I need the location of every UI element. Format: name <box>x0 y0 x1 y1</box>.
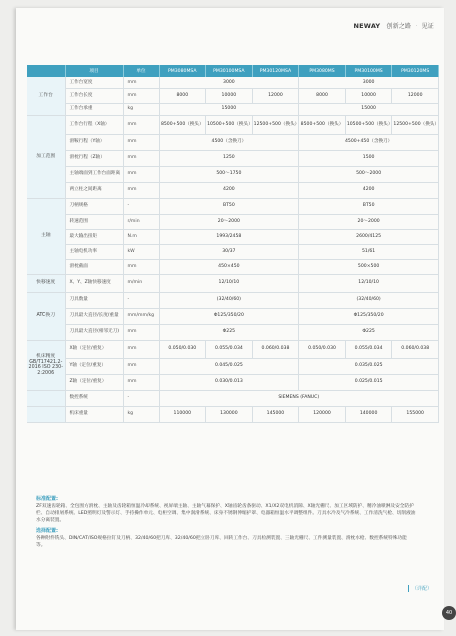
row-value: 4200 <box>299 182 439 198</box>
row-value: 0.030/0.013 <box>159 374 299 390</box>
row-unit: kg <box>123 406 159 422</box>
table-row <box>27 166 439 182</box>
table-row <box>27 374 439 390</box>
table-row <box>27 198 439 214</box>
row-value: Φ125/350/20 <box>299 308 439 324</box>
row-item-label: 刀具最大直径(相邻无刀) <box>65 324 123 340</box>
row-item-label: 工作台承重 <box>65 103 123 115</box>
row-value: 1500 <box>299 150 439 166</box>
row-value: 500～2000 <box>299 166 439 182</box>
row-value: 51/61 <box>299 244 439 259</box>
row-item-label: 机床重量 <box>65 406 123 422</box>
row-value: 8500+500（换头） <box>159 115 206 134</box>
row-value: 8500+500（换头） <box>299 115 346 134</box>
table-row <box>27 340 439 358</box>
row-value: 12500+500（换头） <box>392 115 439 134</box>
row-item-label: 两立柱之间距离 <box>65 182 123 198</box>
header-unit: 单位 <box>123 65 159 77</box>
brand-logo: NEWAY <box>353 22 381 30</box>
row-unit: r/min <box>123 214 159 229</box>
optional-config-text: 各种附件铣头、DIN/CAT/ISO规格拉钉及刀柄、32/40/60把刀库、32/40/60把立卧刀库、回转工作台、刀具检测装置、三轴光栅尺、工件测量装置、滑枕水枪、数控系统特殊功能等。 <box>36 536 407 548</box>
row-value: Φ225 <box>299 324 439 340</box>
table-row <box>27 182 439 198</box>
row-item-label: 主轴电机功率 <box>65 244 123 259</box>
row-unit: mm <box>123 134 159 150</box>
row-value: 12500+500（换头） <box>252 115 299 134</box>
row-value: 12/10/10 <box>159 274 299 292</box>
header-model: PM30120MS <box>392 65 439 77</box>
row-group-label: 机床精度 GB/T17421.2-2016 ISO 230-2:2006 <box>27 340 65 390</box>
row-item-label: 转速范围 <box>65 214 123 229</box>
row-unit: mm <box>123 115 159 134</box>
row-value: 20～2000 <box>159 214 299 229</box>
row-value: 4500（含换刀） <box>159 134 299 150</box>
row-item-label: Y轴（定位/重复） <box>65 358 123 374</box>
row-value: 4200 <box>159 182 299 198</box>
row-group-label: ATC换刀 <box>27 292 65 340</box>
row-value: 12000 <box>252 88 299 103</box>
page-header <box>353 21 434 30</box>
table-row <box>27 103 439 115</box>
row-value: 30/37 <box>159 244 299 259</box>
row-value: 140000 <box>345 406 392 422</box>
row-unit: N.m <box>123 229 159 244</box>
row-value: 0.055/0.034 <box>206 340 253 358</box>
row-group-label: 主轴 <box>27 198 65 274</box>
row-value: 0.055/0.034 <box>345 340 392 358</box>
header-model: PM3080MS <box>299 65 346 77</box>
header-tagline: 创新之路 <box>386 23 412 30</box>
row-value: 20～2000 <box>299 214 439 229</box>
row-item-label: 工作台行程（X轴） <box>65 115 123 134</box>
spec-table-body <box>27 77 439 422</box>
row-unit: kW <box>123 244 159 259</box>
row-item-label: 工作台长度 <box>65 88 123 103</box>
header-separator: · <box>415 23 418 30</box>
table-row <box>27 324 439 340</box>
row-group-label <box>27 406 65 422</box>
spec-table-header <box>27 65 439 77</box>
row-value: 110000 <box>159 406 206 422</box>
table-row <box>27 88 439 103</box>
standard-config-title: 标准配置: <box>36 496 58 502</box>
row-value: 8000 <box>299 88 346 103</box>
row-value: 1993/2458 <box>159 229 299 244</box>
row-value: 0.045/0.025 <box>159 358 299 374</box>
row-item-label: X、Y、Z轴快移速度 <box>65 274 123 292</box>
row-value: 15000 <box>159 103 299 115</box>
page-stamp: （详配） <box>408 585 432 592</box>
row-unit: mm <box>123 88 159 103</box>
row-value: Φ125/350/20 <box>159 308 299 324</box>
row-value: 4500+450（含换刀） <box>299 134 439 150</box>
row-value: 3000 <box>159 77 299 88</box>
row-value: (32/40/60) <box>299 292 439 308</box>
standard-config-text: ZF双速齿轮箱、全包围方滑枕、主轴及齿轮箱恒温冷却系统、视屏端主轴、主轴气幕保护、X轴齿轮齿条驱动、X1/X2双电机消隙、X轴光栅尺、加工区域防护、精冷油喷淋及安全防护栏、自动排屑系统、LED照明灯及警示灯、手持操作单元、电柜空调、集中润滑系统、床身不锈钢伸缩护罩、电器箱恒温水平调整组件。刀具水冷及气冷系统、工作清洗气枪、切削液油水分离装置。 <box>36 504 416 523</box>
row-unit: mm <box>123 259 159 274</box>
row-value: 2600/4125 <box>299 229 439 244</box>
row-unit: mm <box>123 324 159 340</box>
row-unit: mm <box>123 340 159 358</box>
header-model: PM30100MS <box>345 65 392 77</box>
row-value: 120000 <box>299 406 346 422</box>
row-value: 0.050/0.030 <box>299 340 346 358</box>
table-row <box>27 390 439 406</box>
table-row <box>27 274 439 292</box>
row-unit: mm/mm/kg <box>123 308 159 324</box>
page-number: 40 <box>442 606 456 620</box>
row-unit: - <box>123 292 159 308</box>
row-item-label: 滑枕行程（Z轴） <box>65 150 123 166</box>
config-notes <box>36 492 416 549</box>
row-value: 155000 <box>392 406 439 422</box>
row-group-label: 加工范围 <box>27 115 65 198</box>
row-value: 450×450 <box>159 259 299 274</box>
row-item-label: 主轴端面到工作台面距离 <box>65 166 123 182</box>
table-row <box>27 134 439 150</box>
table-row <box>27 259 439 274</box>
header-item: 项目 <box>65 65 123 77</box>
row-unit: mm <box>123 77 159 88</box>
row-value: (32/40/60) <box>159 292 299 308</box>
table-row <box>27 150 439 166</box>
row-item-label: Z轴（定位/重复） <box>65 374 123 390</box>
row-value: 0.060/0.038 <box>252 340 299 358</box>
row-item-label: 刀具最大直径/长度/重量 <box>65 308 123 324</box>
row-value: 10000 <box>345 88 392 103</box>
row-unit: - <box>123 390 159 406</box>
header-model: PM30100MSA <box>206 65 253 77</box>
row-group-label: 快移速度 <box>27 274 65 292</box>
row-item-label: 刀具数量 <box>65 292 123 308</box>
row-item-label: 刀柄规格 <box>65 198 123 214</box>
row-unit: - <box>123 198 159 214</box>
row-unit: mm <box>123 182 159 198</box>
row-value: 0.035/0.025 <box>299 358 439 374</box>
table-row <box>27 358 439 374</box>
row-value: BT50 <box>159 198 299 214</box>
row-value: 0.060/0.038 <box>392 340 439 358</box>
row-value: 130000 <box>206 406 253 422</box>
table-row <box>27 406 439 422</box>
table-row <box>27 308 439 324</box>
row-value: 500～1750 <box>159 166 299 182</box>
header-model: PM3080MSA <box>159 65 206 77</box>
row-value: 8000 <box>159 88 206 103</box>
row-unit: mm <box>123 374 159 390</box>
table-row <box>27 229 439 244</box>
row-unit: mm <box>123 166 159 182</box>
row-item-label: X轴（定位/重复） <box>65 340 123 358</box>
spec-table <box>27 65 439 423</box>
row-value: SIEMENS (FANUC) <box>159 390 439 406</box>
table-row <box>27 214 439 229</box>
row-value: 0.050/0.030 <box>159 340 206 358</box>
row-item-label: 最大输出扭矩 <box>65 229 123 244</box>
row-value: 3000 <box>299 77 439 88</box>
row-item-label: 滑鞍行程（Y轴） <box>65 134 123 150</box>
row-value: 0.025/0.015 <box>299 374 439 390</box>
row-value: 12/10/10 <box>299 274 439 292</box>
row-unit: mm <box>123 150 159 166</box>
row-value: 500×500 <box>299 259 439 274</box>
header-model: PM30120MSA <box>252 65 299 77</box>
table-row <box>27 292 439 308</box>
header-tagline-2: 见证 <box>421 23 434 30</box>
row-item-label: 数控系统 <box>65 390 123 406</box>
row-value: BT50 <box>299 198 439 214</box>
row-value: 10500+500（换头） <box>345 115 392 134</box>
row-value: 12000 <box>392 88 439 103</box>
row-value: 15000 <box>299 103 439 115</box>
row-value: 10500+500（换头） <box>206 115 253 134</box>
row-group-label <box>27 390 65 406</box>
row-item-label: 工作台宽度 <box>65 77 123 88</box>
row-unit: kg <box>123 103 159 115</box>
row-item-label: 滑枕截面 <box>65 259 123 274</box>
row-value: 1250 <box>159 150 299 166</box>
table-row <box>27 77 439 88</box>
row-value: 10000 <box>206 88 253 103</box>
row-value: 145000 <box>252 406 299 422</box>
table-row <box>27 244 439 259</box>
row-group-label: 工作台 <box>27 77 65 115</box>
optional-config-title: 选择配置: <box>36 528 58 534</box>
row-value: Φ225 <box>159 324 299 340</box>
table-row <box>27 115 439 134</box>
header-blank <box>27 65 65 77</box>
row-unit: m/min <box>123 274 159 292</box>
row-unit: mm <box>123 358 159 374</box>
